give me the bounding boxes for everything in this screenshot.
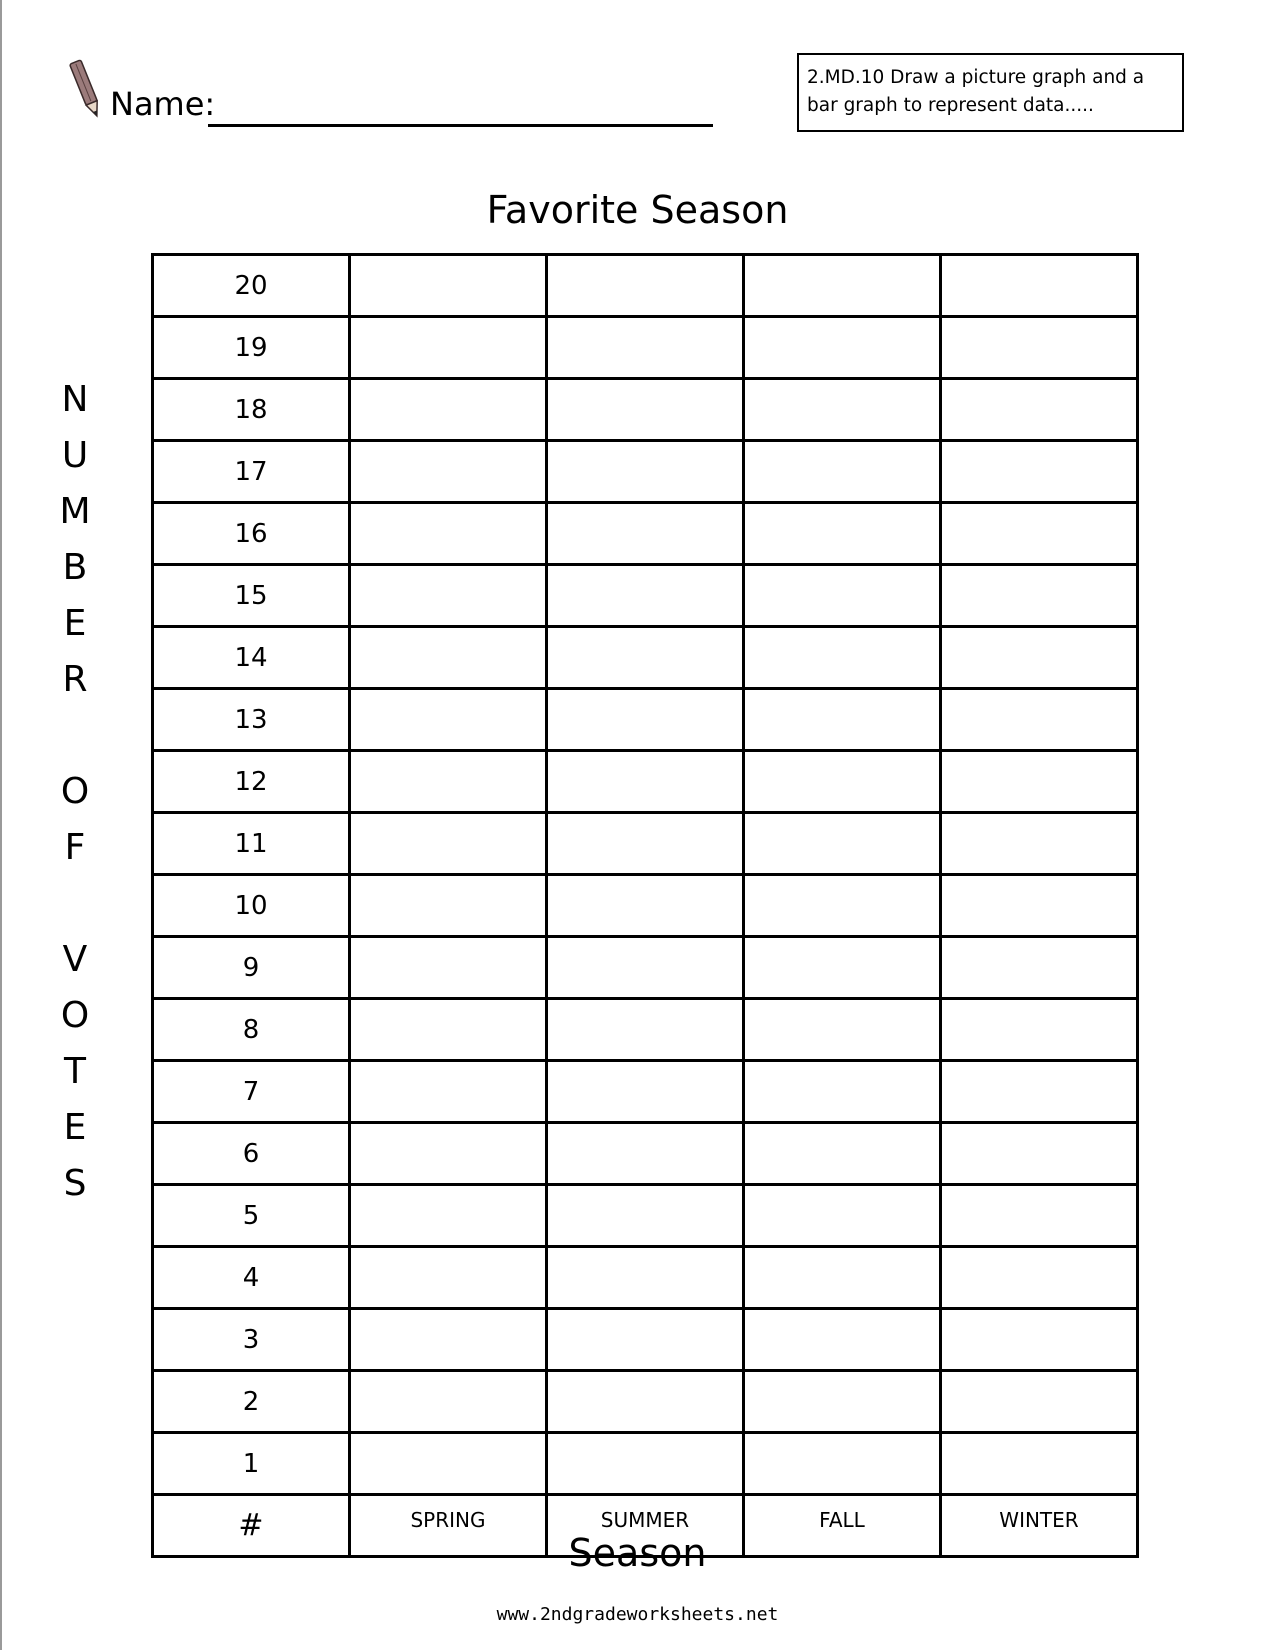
row-number: 16 bbox=[153, 503, 350, 565]
graph-cell[interactable] bbox=[744, 1247, 941, 1309]
graph-cell[interactable] bbox=[744, 999, 941, 1061]
graph-cell[interactable] bbox=[547, 1247, 744, 1309]
graph-cell[interactable] bbox=[350, 1371, 547, 1433]
row-number: 7 bbox=[153, 1061, 350, 1123]
graph-cell[interactable] bbox=[350, 627, 547, 689]
graph-cell[interactable] bbox=[744, 627, 941, 689]
row-number: 5 bbox=[153, 1185, 350, 1247]
graph-cell[interactable] bbox=[350, 503, 547, 565]
graph-cell[interactable] bbox=[941, 379, 1138, 441]
graph-cell[interactable] bbox=[941, 1371, 1138, 1433]
row-number: 11 bbox=[153, 813, 350, 875]
category-label: SPRING bbox=[350, 1495, 547, 1557]
graph-cell[interactable] bbox=[547, 1433, 744, 1495]
graph-cell[interactable] bbox=[350, 1061, 547, 1123]
graph-cell[interactable] bbox=[941, 689, 1138, 751]
grid-row bbox=[153, 1309, 1138, 1371]
y-axis-letter: S bbox=[63, 1163, 87, 1204]
graph-cell[interactable] bbox=[941, 751, 1138, 813]
graph-cell[interactable] bbox=[350, 813, 547, 875]
row-number: 1 bbox=[153, 1433, 350, 1495]
row-number: 2 bbox=[153, 1371, 350, 1433]
y-axis-letter: M bbox=[59, 491, 91, 532]
graph-cell[interactable] bbox=[744, 379, 941, 441]
bar-graph-grid bbox=[151, 253, 1139, 1558]
row-number: 20 bbox=[153, 255, 350, 317]
grid-row bbox=[153, 379, 1138, 441]
graph-cell[interactable] bbox=[941, 1247, 1138, 1309]
graph-cell[interactable] bbox=[744, 689, 941, 751]
y-axis-letter: R bbox=[62, 659, 88, 700]
row-number: 4 bbox=[153, 1247, 350, 1309]
graph-cell[interactable] bbox=[547, 875, 744, 937]
graph-cell[interactable] bbox=[350, 937, 547, 999]
grid-row bbox=[153, 1433, 1138, 1495]
graph-cell[interactable] bbox=[744, 875, 941, 937]
grid-row bbox=[153, 1123, 1138, 1185]
graph-cell[interactable] bbox=[941, 1123, 1138, 1185]
y-axis-letter: T bbox=[64, 1051, 86, 1092]
grid-row bbox=[153, 255, 1138, 317]
pencil-icon bbox=[66, 56, 106, 122]
graph-cell[interactable] bbox=[744, 255, 941, 317]
graph-cell[interactable] bbox=[547, 751, 744, 813]
graph-cell[interactable] bbox=[941, 255, 1138, 317]
graph-cell[interactable] bbox=[547, 627, 744, 689]
grid-row bbox=[153, 1371, 1138, 1433]
grid-row bbox=[153, 813, 1138, 875]
grid-row bbox=[153, 441, 1138, 503]
row-number: 18 bbox=[153, 379, 350, 441]
graph-cell[interactable] bbox=[547, 999, 744, 1061]
graph-cell[interactable] bbox=[941, 565, 1138, 627]
grid-row bbox=[153, 999, 1138, 1061]
graph-cell[interactable] bbox=[744, 1061, 941, 1123]
grid-row bbox=[153, 627, 1138, 689]
graph-cell[interactable] bbox=[350, 689, 547, 751]
graph-cell[interactable] bbox=[547, 1123, 744, 1185]
graph-cell[interactable] bbox=[547, 503, 744, 565]
graph-cell[interactable] bbox=[941, 999, 1138, 1061]
row-number: 12 bbox=[153, 751, 350, 813]
graph-cell[interactable] bbox=[350, 1185, 547, 1247]
header-symbol: # bbox=[153, 1495, 350, 1557]
graph-cell[interactable] bbox=[547, 317, 744, 379]
graph-cell[interactable] bbox=[350, 1309, 547, 1371]
row-number: 13 bbox=[153, 689, 350, 751]
graph-cell[interactable] bbox=[547, 813, 744, 875]
graph-cell[interactable] bbox=[744, 937, 941, 999]
row-number: 10 bbox=[153, 875, 350, 937]
y-axis-letter: V bbox=[62, 939, 88, 980]
y-axis-letter: O bbox=[60, 995, 90, 1036]
graph-cell[interactable] bbox=[941, 317, 1138, 379]
y-axis-letter: E bbox=[63, 1107, 87, 1148]
graph-cell[interactable] bbox=[744, 565, 941, 627]
graph-cell[interactable] bbox=[744, 1371, 941, 1433]
graph-cell[interactable] bbox=[547, 937, 744, 999]
graph-cell[interactable] bbox=[941, 627, 1138, 689]
graph-cell[interactable] bbox=[547, 441, 744, 503]
y-axis-letter: U bbox=[61, 435, 89, 476]
row-number: 14 bbox=[153, 627, 350, 689]
graph-cell[interactable] bbox=[350, 751, 547, 813]
x-axis-label: Season bbox=[568, 1531, 707, 1575]
graph-cell[interactable] bbox=[547, 1309, 744, 1371]
chart-title: Favorite Season bbox=[486, 188, 789, 232]
graph-cell[interactable] bbox=[744, 317, 941, 379]
row-number: 8 bbox=[153, 999, 350, 1061]
graph-cell[interactable] bbox=[941, 813, 1138, 875]
graph-cell[interactable] bbox=[547, 379, 744, 441]
name-label: Name: bbox=[110, 85, 216, 123]
graph-cell[interactable] bbox=[547, 565, 744, 627]
graph-cell[interactable] bbox=[744, 813, 941, 875]
graph-cell[interactable] bbox=[941, 441, 1138, 503]
graph-cell[interactable] bbox=[350, 875, 547, 937]
graph-cell[interactable] bbox=[350, 441, 547, 503]
graph-cell[interactable] bbox=[350, 1123, 547, 1185]
graph-cell[interactable] bbox=[744, 1309, 941, 1371]
grid-row bbox=[153, 751, 1138, 813]
graph-cell[interactable] bbox=[350, 565, 547, 627]
y-axis-letter: E bbox=[63, 603, 87, 644]
grid-row bbox=[153, 1247, 1138, 1309]
graph-cell[interactable] bbox=[350, 999, 547, 1061]
y-axis-letter: F bbox=[64, 827, 86, 868]
graph-cell[interactable] bbox=[744, 1433, 941, 1495]
page-edge bbox=[0, 0, 2, 1650]
graph-cell[interactable] bbox=[350, 1247, 547, 1309]
graph-cell[interactable] bbox=[744, 1123, 941, 1185]
graph-cell[interactable] bbox=[350, 379, 547, 441]
grid-row bbox=[153, 689, 1138, 751]
graph-cell[interactable] bbox=[350, 1433, 547, 1495]
row-number: 6 bbox=[153, 1123, 350, 1185]
y-axis-letter: B bbox=[62, 547, 88, 588]
name-field[interactable] bbox=[208, 124, 713, 127]
standard-box: 2.MD.10 Draw a picture graph and a bar graph to represent data..... bbox=[797, 53, 1184, 132]
graph-cell[interactable] bbox=[350, 317, 547, 379]
grid-row bbox=[153, 875, 1138, 937]
grid-row bbox=[153, 317, 1138, 379]
category-label: WINTER bbox=[941, 1495, 1138, 1557]
row-number: 17 bbox=[153, 441, 350, 503]
graph-cell[interactable] bbox=[547, 1061, 744, 1123]
grid-row bbox=[153, 1061, 1138, 1123]
graph-cell[interactable] bbox=[744, 503, 941, 565]
footer-website: www.2ndgradeworksheets.net bbox=[496, 1604, 779, 1625]
row-number: 15 bbox=[153, 565, 350, 627]
category-label: SUMMER bbox=[547, 1495, 744, 1557]
graph-cell[interactable] bbox=[547, 255, 744, 317]
graph-cell[interactable] bbox=[941, 1185, 1138, 1247]
row-number: 3 bbox=[153, 1309, 350, 1371]
graph-cell[interactable] bbox=[547, 1185, 744, 1247]
graph-cell[interactable] bbox=[744, 1185, 941, 1247]
graph-cell[interactable] bbox=[941, 875, 1138, 937]
graph-cell[interactable] bbox=[744, 751, 941, 813]
grid-row bbox=[153, 503, 1138, 565]
graph-cell[interactable] bbox=[941, 937, 1138, 999]
grid-row bbox=[153, 565, 1138, 627]
graph-cell[interactable] bbox=[941, 1433, 1138, 1495]
grid-row bbox=[153, 937, 1138, 999]
category-label: FALL bbox=[744, 1495, 941, 1557]
graph-cell[interactable] bbox=[941, 1061, 1138, 1123]
graph-cell[interactable] bbox=[941, 503, 1138, 565]
graph-cell[interactable] bbox=[350, 255, 547, 317]
graph-cell[interactable] bbox=[744, 441, 941, 503]
row-number: 9 bbox=[153, 937, 350, 999]
graph-cell[interactable] bbox=[547, 1371, 744, 1433]
row-number: 19 bbox=[153, 317, 350, 379]
grid-row bbox=[153, 1185, 1138, 1247]
y-axis-letter: O bbox=[60, 771, 90, 812]
y-axis-letter: N bbox=[61, 379, 89, 420]
graph-cell[interactable] bbox=[547, 689, 744, 751]
graph-cell[interactable] bbox=[941, 1309, 1138, 1371]
